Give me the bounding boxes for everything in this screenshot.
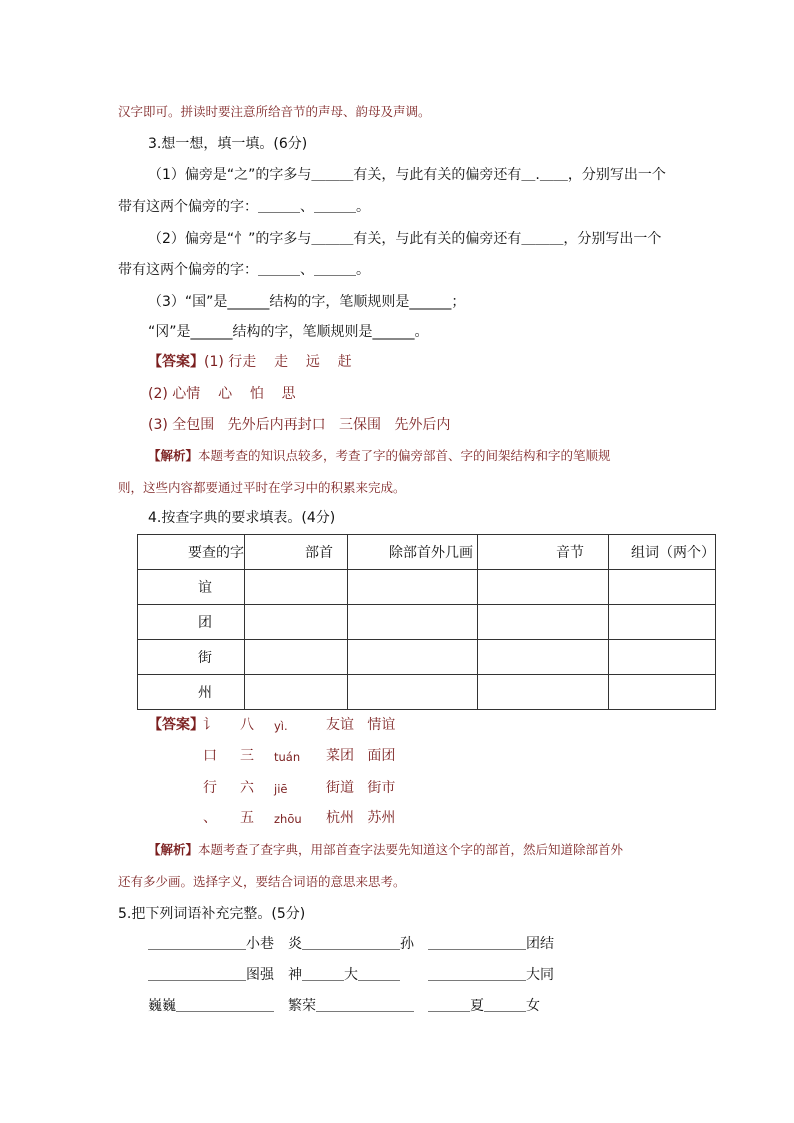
cell-pinyin[interactable] — [478, 675, 609, 710]
cell-words[interactable] — [609, 605, 716, 640]
q5-item: ＿＿＿夏＿＿＿女 — [428, 998, 540, 1014]
table-row — [138, 570, 716, 605]
analysis-text: 本题考查了查字典，用部首查字法要先知道这个字的部首，然后知道除部首外 — [198, 842, 624, 857]
cell-radical[interactable] — [245, 570, 348, 605]
q4-analysis-1 — [148, 840, 623, 860]
q5-item: ＿＿＿＿＿＿＿大同 — [428, 967, 554, 983]
table-header-row — [138, 535, 716, 570]
cell-radical[interactable] — [245, 675, 348, 710]
answer-words: 街道 街市 — [326, 780, 396, 796]
answer-pinyin: zhōu — [274, 812, 302, 826]
q4-answer-row-1 — [148, 715, 448, 735]
q4-answer-row-4 — [148, 808, 448, 828]
analysis-text: 本题考查的知识点较多，考查了字的偏旁部首、字的间架结构和字的笔顺规 — [198, 448, 611, 463]
answer-strokes: 六 — [240, 780, 254, 796]
q3-p1-line1: （1）偏旁是“之”的字多与＿＿＿有关，与此有关的偏旁还有＿.＿＿，分别写出一个 — [148, 167, 666, 183]
cell-char: 州 — [138, 675, 245, 710]
q3-p1-line2: 带有这两个偏旁的字：＿＿＿、＿＿＿。 — [118, 199, 370, 215]
q5-item: 炎＿＿＿＿＿＿＿孙 — [288, 936, 414, 952]
header-char: 要查的字 — [138, 535, 245, 570]
answer-strokes: 五 — [240, 810, 254, 826]
q5-item: ＿＿＿＿＿＿＿小巷 — [148, 936, 274, 952]
q3-p2-line1: （2）偏旁是“忄”的字多与＿＿＿有关，与此有关的偏旁还有＿＿＿，分别写出一个 — [148, 231, 662, 247]
cell-strokes[interactable] — [348, 675, 478, 710]
q5-item: ＿＿＿＿＿＿＿团结 — [428, 936, 554, 952]
answer-pinyin: yì. — [274, 719, 288, 733]
answer-pinyin: jiē — [274, 782, 288, 796]
q3-title: 3.想一想，填一填。(6分) — [148, 136, 308, 152]
answer-tag: 【答案】 — [148, 354, 204, 370]
cell-char: 团 — [138, 605, 245, 640]
answer-pinyin: tuán — [274, 750, 301, 764]
answer-strokes: 八 — [240, 717, 254, 733]
top-note: 汉字即可。拼读时要注意所给音节的声母、韵母及声调。 — [118, 104, 431, 119]
answer-radical: 、 — [203, 810, 217, 826]
q5-item: ＿＿＿＿＿＿＿图强 — [148, 967, 274, 983]
q3-analysis-1 — [148, 446, 611, 466]
cell-words[interactable] — [609, 675, 716, 710]
header-strokes: 除部首外几画 — [348, 535, 478, 570]
answer-radical: 讠 — [203, 717, 217, 733]
answer-words: 菜团 面团 — [326, 748, 396, 764]
q5-item: 巍巍＿＿＿＿＿＿＿ — [148, 998, 274, 1014]
q3-p3-line2: “冈”是______结构的字，笔顺规则是______。 — [148, 324, 429, 340]
q3-answer-3: (3) 全包围 先外后内再封口 三保围 先外后内 — [148, 417, 451, 433]
header-pinyin: 音节 — [478, 535, 609, 570]
table-row — [138, 675, 716, 710]
q4-analysis-2: 还有多少画。选择字义，要结合词语的意思来思考。 — [118, 874, 406, 889]
q5-title: 5.把下列词语补充完整。(5分) — [118, 906, 306, 922]
q3-p3-line1: （3）“国”是______结构的字，笔顺规则是______； — [148, 294, 466, 310]
analysis-tag: 【解析】 — [148, 842, 199, 857]
q3-answer-1 — [148, 352, 352, 372]
cell-words[interactable] — [609, 640, 716, 675]
cell-char: 街 — [138, 640, 245, 675]
dictionary-table — [137, 534, 716, 710]
q4-answer-row-3 — [148, 778, 448, 798]
cell-strokes[interactable] — [348, 640, 478, 675]
table-row — [138, 605, 716, 640]
cell-radical[interactable] — [245, 605, 348, 640]
analysis-tag: 【解析】 — [148, 448, 199, 463]
answer-tag: 【答案】 — [148, 717, 204, 733]
answer-text: (1) 行走 走 远 赶 — [204, 354, 352, 370]
answer-words: 杭州 苏州 — [326, 810, 396, 826]
q3-analysis-2: 则，这些内容都要通过平时在学习中的积累来完成。 — [118, 480, 406, 495]
header-words: 组词（两个） — [609, 535, 716, 570]
cell-words[interactable] — [609, 570, 716, 605]
cell-radical[interactable] — [245, 640, 348, 675]
header-radical: 部首 — [245, 535, 348, 570]
q5-item: 神＿＿＿大＿＿＿ — [288, 967, 400, 983]
cell-char: 谊 — [138, 570, 245, 605]
answer-radical: 口 — [203, 748, 217, 764]
table-row — [138, 640, 716, 675]
q5-item: 繁荣＿＿＿＿＿＿＿ — [288, 998, 414, 1014]
cell-pinyin[interactable] — [478, 570, 609, 605]
answer-radical: 行 — [203, 780, 217, 796]
answer-strokes: 三 — [240, 748, 254, 764]
cell-strokes[interactable] — [348, 570, 478, 605]
q3-p2-line2: 带有这两个偏旁的字：＿＿＿、＿＿＿。 — [118, 262, 370, 278]
answer-words: 友谊 情谊 — [326, 717, 396, 733]
q4-title: 4.按查字典的要求填表。(4分) — [148, 510, 336, 526]
cell-pinyin[interactable] — [478, 640, 609, 675]
cell-strokes[interactable] — [348, 605, 478, 640]
q3-answer-2: (2) 心情 心 怕 思 — [148, 386, 296, 402]
q4-answer-row-2 — [148, 746, 448, 766]
cell-pinyin[interactable] — [478, 605, 609, 640]
